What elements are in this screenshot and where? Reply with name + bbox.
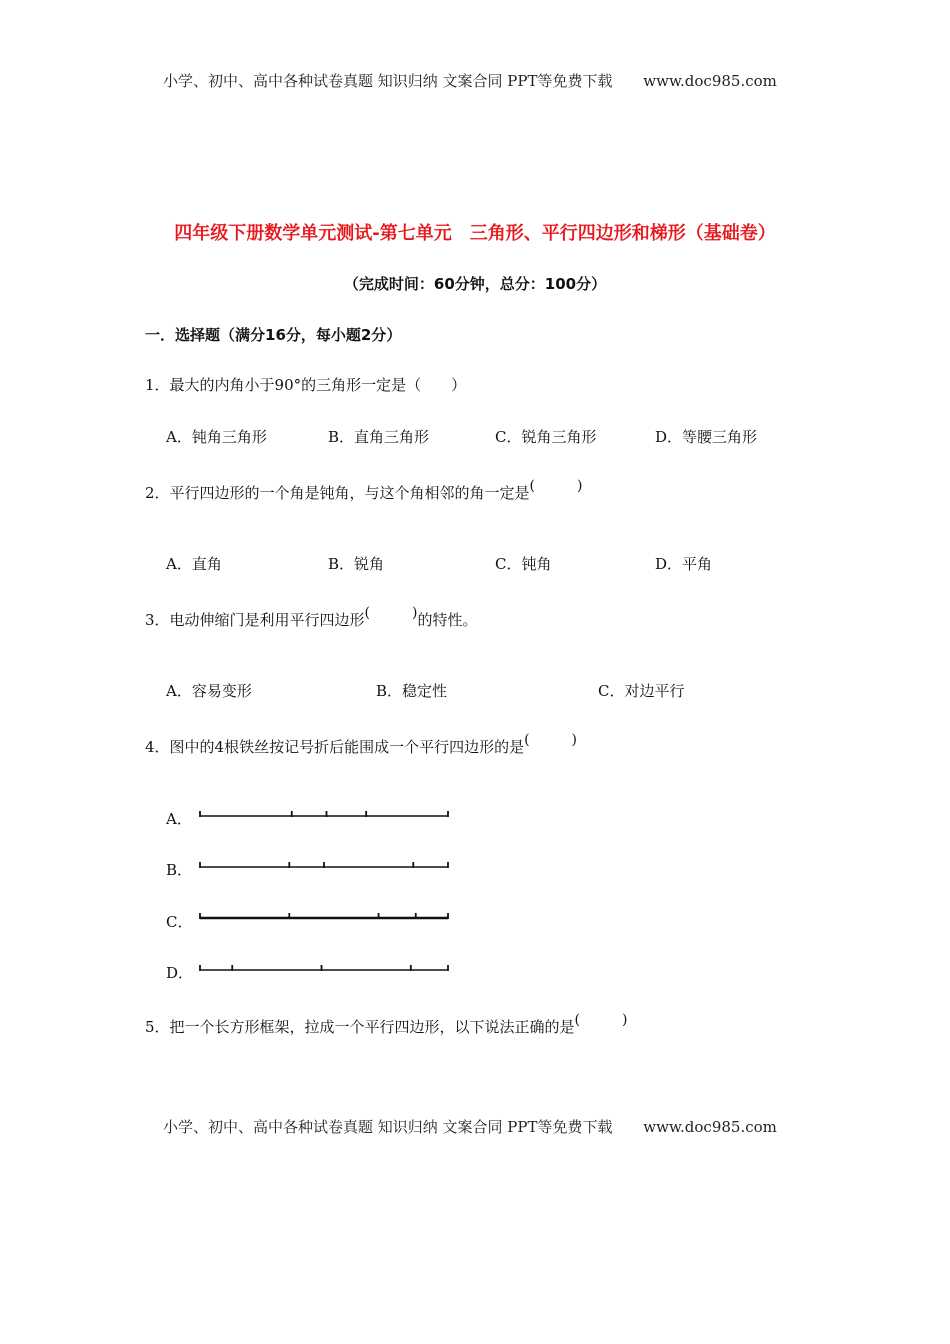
question-4 [145, 732, 578, 757]
wire-diagram-c [198, 908, 450, 924]
header-text: 小学、初中、高中各种试卷真题 知识归纳 文案合同 PPT等免费下载 [163, 72, 613, 90]
q2-stem: 2．平行四边形的一个角是钝角，与这个角相邻的角一定是 [145, 484, 530, 502]
q4-stem: 4．图中的4根铁丝按记号折后能围成一个平行四边形的是 [145, 738, 525, 756]
question-1: 1．最大的内角小于90°的三角形一定是（ ） [145, 376, 467, 394]
question-2 [145, 478, 583, 503]
q4-option-c[interactable]: C． [166, 913, 193, 931]
page-header [163, 70, 777, 91]
q4-answer-blank[interactable]: ( ) [524, 732, 578, 748]
page-footer [163, 1116, 777, 1137]
footer-site-link[interactable]: www.doc985.com [643, 1118, 777, 1136]
q2-answer-blank[interactable]: ( ) [529, 478, 583, 494]
q1-option-a[interactable]: A．钝角三角形 [166, 428, 267, 446]
q4-option-b[interactable]: B． [166, 861, 193, 879]
header-site-link[interactable]: www.doc985.com [643, 72, 777, 90]
q3-option-a[interactable]: A．容易变形 [166, 682, 252, 700]
q5-stem: 5．把一个长方形框架，拉成一个平行四边形，以下说法正确的是 [145, 1018, 575, 1036]
footer-text: 小学、初中、高中各种试卷真题 知识归纳 文案合同 PPT等免费下载 [163, 1118, 613, 1136]
q3-stem: 3．电动伸缩门是利用平行四边形 [145, 611, 365, 629]
wire-diagram-b [198, 857, 450, 873]
q2-option-c[interactable]: C．钝角 [495, 555, 552, 573]
q2-option-b[interactable]: B．锐角 [328, 555, 385, 573]
q3-option-c[interactable]: C．对边平行 [598, 682, 685, 700]
page-subtitle: （完成时间：60分钟，总分：100分） [343, 275, 607, 293]
wire-diagram-d [198, 960, 450, 976]
q1-option-c[interactable]: C．锐角三角形 [495, 428, 597, 446]
question-3 [145, 605, 478, 630]
q3-answer-blank[interactable]: ( ) [364, 605, 418, 621]
page-title: 四年级下册数学单元测试-第七单元 三角形、平行四边形和梯形（基础卷） [174, 223, 776, 244]
q2-option-a[interactable]: A．直角 [166, 555, 222, 573]
q1-option-d[interactable]: D．等腰三角形 [655, 428, 758, 446]
wire-diagram-a [198, 806, 450, 822]
q4-option-d[interactable]: D． [166, 964, 194, 982]
section-heading: 一．选择题（满分16分，每小题2分） [145, 326, 402, 344]
q2-option-d[interactable]: D．平角 [655, 555, 713, 573]
question-5 [145, 1012, 628, 1037]
q5-answer-blank[interactable]: ( ) [574, 1012, 628, 1028]
q3-option-b[interactable]: B．稳定性 [376, 682, 448, 700]
q1-option-b[interactable]: B．直角三角形 [328, 428, 430, 446]
q3-tail: 的特性。 [417, 611, 478, 629]
q4-option-a[interactable]: A． [166, 810, 192, 828]
